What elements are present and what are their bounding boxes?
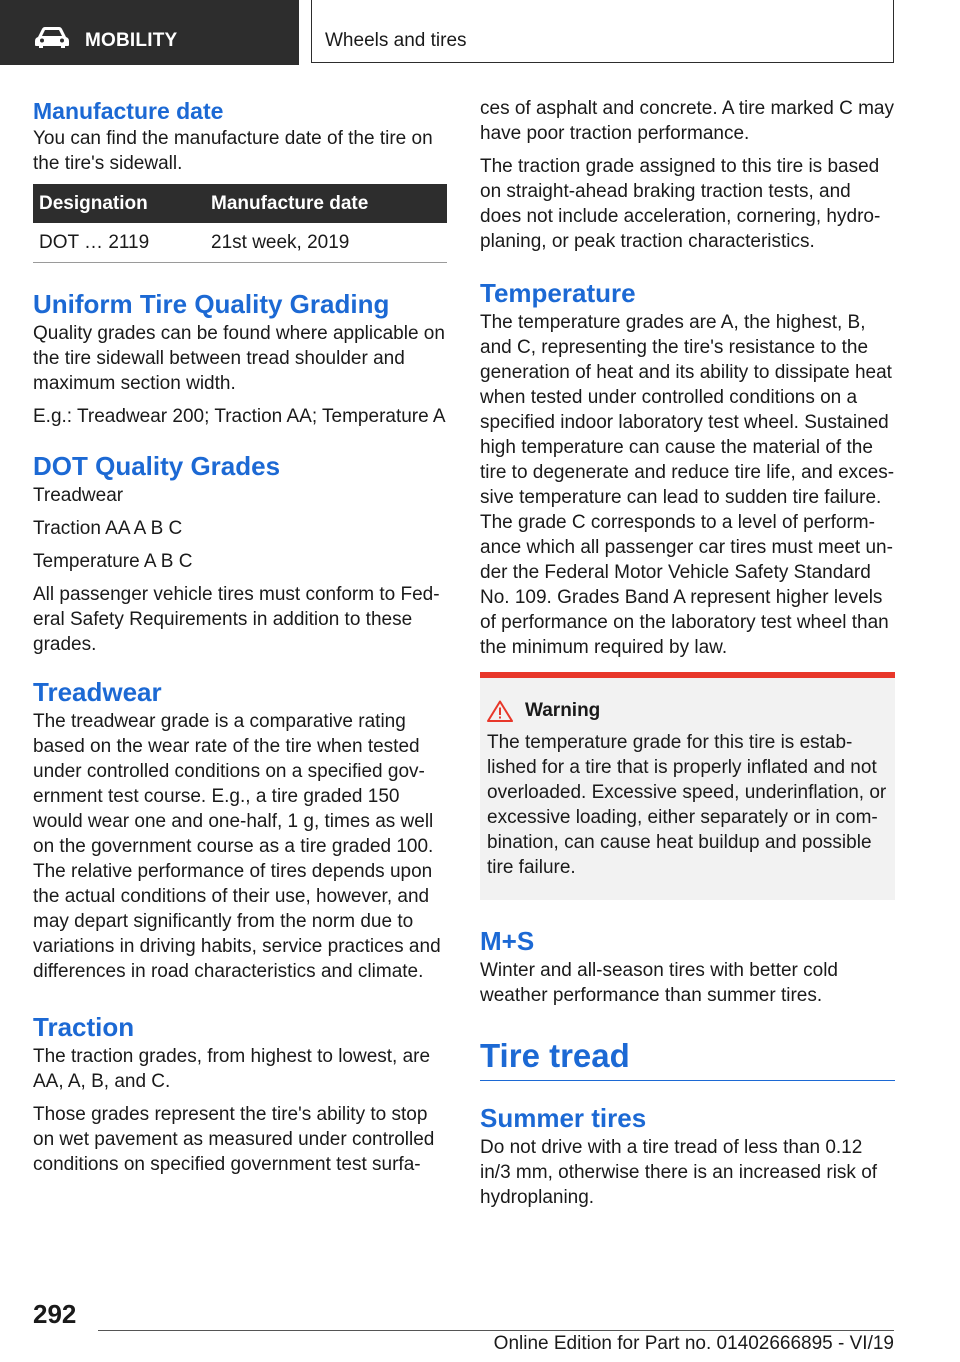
tire-tread-title-wrap bbox=[480, 1036, 895, 1081]
heading-ms: M+S bbox=[480, 926, 535, 956]
manufacture-date-table bbox=[33, 184, 447, 263]
heading-summer-tires: Summer tires bbox=[480, 1103, 647, 1133]
table-cell: DOT … 2119 bbox=[33, 223, 205, 263]
table-header-row bbox=[33, 184, 447, 223]
page-number: 292 bbox=[33, 1299, 77, 1329]
header-chapter-box bbox=[311, 0, 894, 63]
heading-utqg: Uniform Tire Quality Grading bbox=[33, 289, 390, 319]
treadwear-text: The treadwear grade is a comparative rating based on the wear rate of the tire when tested under controlled conditions on a specified gov-ernment test course. E.g., a tire graded 150 would wear one and one-half, 1 g, times as well on the government course as a tire graded 100. The relative performance of tires depends upon the actual conditions of their use, however, and may depart significantly from the norm due to variations in driving habits, service practices and differences in road characteristics and climate. bbox=[33, 711, 441, 982]
section-label: MOBILITY bbox=[85, 30, 178, 51]
right-column bbox=[480, 96, 895, 1218]
temperature-text: The temperature grades are A, the highest, B, and C, representing the tire's resistance to the generation of heat and its ability to dissipate heat when tested under controlled conditions on a specified indoor laboratory test wheel. Sustained high temperature can cause the material of the tire to degenerate and reduce tire life, and exces-sive temperature can lead to sudden tire failure. The grade C corresponds to a level of perform-ance which all passenger car tires must meet un-der the Federal Motor Vehicle Safety Standard No. 109. Grades Band A represent higher levels of performance on the laboratory test wheel than the minimum required by law. bbox=[480, 312, 895, 658]
heading-manufacture-date: Manufacture date bbox=[33, 98, 224, 124]
traction-text-2: Those grades represent the tire's ability to stop on wet pavement as measured under controlled conditions on specified government test surfa- bbox=[33, 1104, 435, 1175]
table-header-manufacture-date: Manufacture date bbox=[205, 184, 447, 223]
left-column bbox=[33, 96, 447, 1185]
traction-cont-text-2: The traction grade assigned to this tire is based on straight-ahead braking traction tests, and does not include acceleration, cornering, hydro-planing, or peak traction characteristics. bbox=[480, 156, 881, 252]
ms-text: Winter and all-season tires with better cold weather performance than summer tires. bbox=[480, 960, 838, 1006]
warning-triangle-icon bbox=[487, 700, 513, 722]
table-row bbox=[33, 223, 447, 263]
edition-text: Online Edition for Part no. 01402666895 - VI/19 bbox=[493, 1333, 894, 1354]
table-header-designation: Designation bbox=[33, 184, 205, 223]
footer-divider bbox=[98, 1330, 894, 1331]
chapter-title: Wheels and tires bbox=[325, 30, 467, 51]
warning-title: Warning bbox=[525, 700, 601, 721]
warning-text: The temperature grade for this tire is estab-lished for a tire that is properly inflated and not overloaded. Excessive speed, underinflation, or excessive loading, either separately or in com-bination, can cause heat buildup and possible tire failure. bbox=[487, 732, 887, 878]
summer-tires-text: Do not drive with a tire tread of less than 0.12 in/3 mm, otherwise there is an increased risk of hydroplaning. bbox=[480, 1137, 878, 1208]
manufacture-date-text: You can find the manufacture date of the tire on the tire's sidewall. bbox=[33, 128, 433, 174]
header-section-tab bbox=[0, 0, 299, 65]
heading-traction: Traction bbox=[33, 1012, 135, 1042]
heading-temperature: Temperature bbox=[480, 278, 636, 308]
utqg-text-2: E.g.: Treadwear 200; Traction AA; Temperature A bbox=[33, 406, 446, 427]
table-cell: 21st week, 2019 bbox=[205, 223, 447, 263]
heading-tire-tread: Tire tread bbox=[480, 1037, 630, 1074]
dot-text-4: All passenger vehicle tires must conform to Fed-eral Safety Requirements in addition to these grades. bbox=[33, 584, 440, 655]
warning-box bbox=[480, 672, 895, 900]
dot-text-2: Traction AA A B C bbox=[33, 518, 183, 539]
dot-text-1: Treadwear bbox=[33, 485, 124, 506]
heading-dot-quality-grades: DOT Quality Grades bbox=[33, 451, 281, 481]
dot-text-3: Temperature A B C bbox=[33, 551, 193, 572]
car-icon bbox=[34, 26, 70, 48]
heading-treadwear: Treadwear bbox=[33, 677, 162, 707]
traction-cont-text-1: ces of asphalt and concrete. A tire marked C may have poor traction performance. bbox=[480, 98, 894, 144]
traction-text-1: The traction grades, from highest to lowest, are AA, A, B, and C. bbox=[33, 1046, 431, 1092]
utqg-text-1: Quality grades can be found where applicable on the tire sidewall between tread shoulder and maximum section width. bbox=[33, 323, 445, 394]
